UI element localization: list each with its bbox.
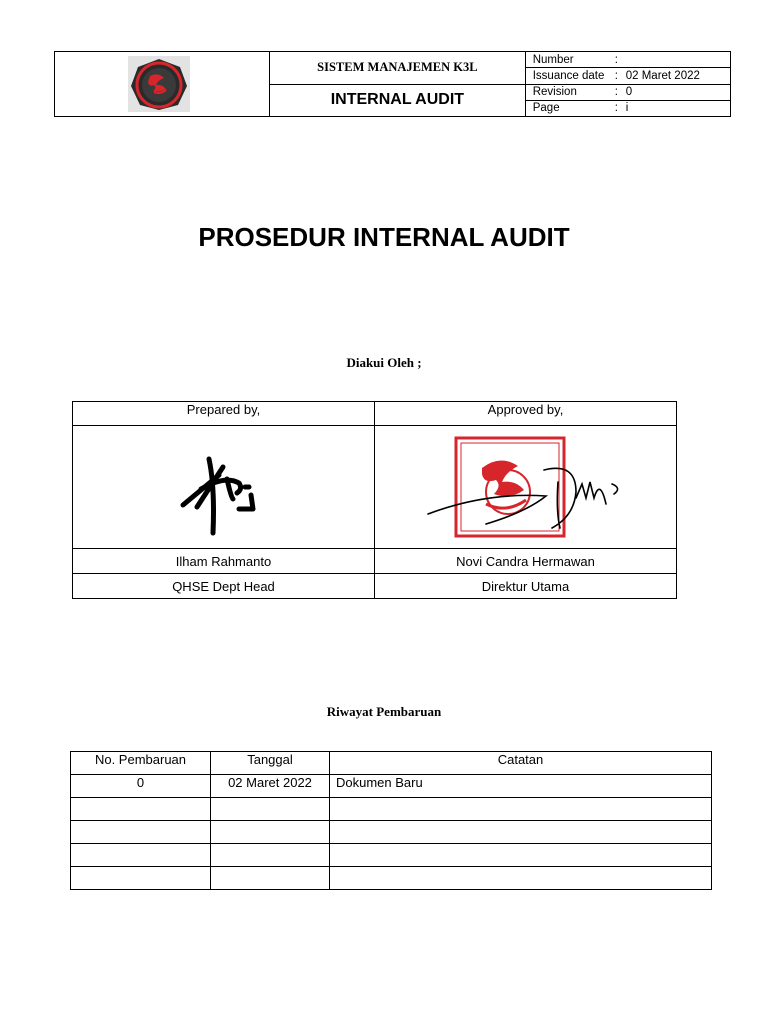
- table-cell: [71, 867, 211, 890]
- table-cell: Dokumen Baru: [330, 775, 712, 798]
- table-row: [71, 775, 712, 798]
- table-cell: [211, 844, 330, 867]
- column-header: Catatan: [330, 752, 712, 775]
- approver-signature-icon: [426, 432, 626, 542]
- table-cell: [71, 798, 211, 821]
- company-logo-icon: [128, 56, 190, 112]
- table-row: [71, 867, 712, 890]
- system-title: SISTEM MANAJEMEN K3L: [270, 52, 526, 85]
- meta-revision: Revision : 0: [525, 84, 730, 100]
- meta-page: Page : i: [525, 100, 730, 116]
- table-cell: [211, 821, 330, 844]
- approver-title: Direktur Utama: [375, 574, 677, 599]
- preparer-signature-cell: [73, 426, 375, 549]
- history-heading: Riwayat Pembaruan: [326, 704, 442, 719]
- table-cell: [330, 821, 712, 844]
- page-title: PROSEDUR INTERNAL AUDIT: [198, 222, 570, 252]
- table-row: [71, 798, 712, 821]
- approver-name: Novi Candra Hermawan: [375, 549, 677, 574]
- table-row: [71, 821, 712, 844]
- approver-signature-cell: [375, 426, 677, 549]
- table-cell: [330, 844, 712, 867]
- table-header-row: [71, 752, 712, 775]
- preparer-name: Ilham Rahmanto: [73, 549, 375, 574]
- table-cell: [71, 844, 211, 867]
- table-cell: [211, 798, 330, 821]
- acknowledged-label: Diakui Oleh ;: [346, 355, 422, 370]
- prepared-by-label: Prepared by,: [73, 402, 375, 426]
- doc-title: INTERNAL AUDIT: [270, 84, 526, 117]
- document-header: [54, 51, 731, 117]
- table-cell: 0: [71, 775, 211, 798]
- signature-table: [72, 401, 677, 599]
- logo-cell: [55, 52, 270, 117]
- approved-by-label: Approved by,: [375, 402, 677, 426]
- table-cell: 02 Maret 2022: [211, 775, 330, 798]
- meta-issuance-date: Issuance date : 02 Maret 2022: [525, 68, 730, 84]
- meta-number: Number :: [525, 52, 730, 68]
- table-cell: [211, 867, 330, 890]
- table-cell: [330, 867, 712, 890]
- table-cell: [71, 821, 211, 844]
- preparer-signature-icon: [179, 437, 269, 537]
- table-row: [71, 844, 712, 867]
- table-cell: [330, 798, 712, 821]
- column-header: Tanggal: [211, 752, 330, 775]
- preparer-title: QHSE Dept Head: [73, 574, 375, 599]
- revision-history-table: [70, 751, 712, 890]
- column-header: No. Pembaruan: [71, 752, 211, 775]
